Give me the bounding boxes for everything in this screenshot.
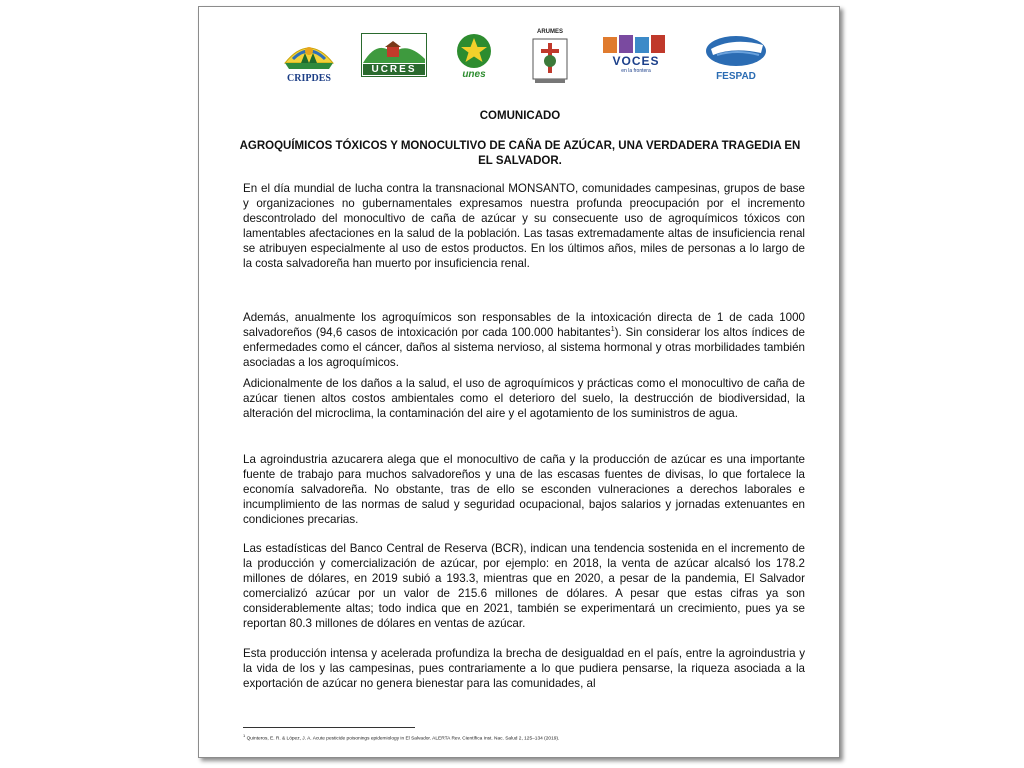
paragraph-4: La agroindustria azucarera alega que el monocultivo de caña y la producción de azúcar es una importante fuente de trabajo para muchos salvadoreños y una de las escasas fuentes de divisas, lo que fortalece la economía salvadoreña. No obstante, tras de ello se esconden vulneraciones a derechos laborales e incumplimiento de las normas de salud y seguridad ocupacional, bajos salarios y jornadas extenuantes en condiciones precarias. <box>243 453 805 527</box>
paragraph-2-end: ). Sin considerar los altos índices de enfermedades como el cáncer, daños al sistema nervioso, al sistema hormonal y otras morbilidades también asociadas a los agroquímicos. <box>243 326 805 370</box>
footnote-text: Quinteros, E. R. & López, J. A. Acute pesticide poisonings epidemiology in El Salvador. ALERTA Rev. Científica Inst. Nac. Salud 2, 125–134 (2019). <box>245 736 560 742</box>
fespad-caption: FESPAD <box>716 71 756 82</box>
footnote <box>243 733 805 742</box>
logo-strip <box>279 29 769 89</box>
footnote-mark: 1 <box>243 733 246 738</box>
footnote-separator <box>243 727 415 728</box>
paragraph-5: Las estadísticas del Banco Central de Reserva (BCR), indican una tendencia sostenida en el incremento de la producción y comercialización de azúcar, por ejemplo: en 2018, la venta de azúcar alcalsó los 178.2 millones de dólares, en 2019 subió a 193.3, mientras que en 2020, a pesar de la pandemia, El Salvador comercializó azúcar por un valor de 215.6 millones de dólares. A pesar que estas cifras ya son considerablemente altas; todo indica que en 2021, también se experimentará un crecimiento, pues ya se reportan 80.3 millones de dólares en ventas de azúcar. <box>243 542 805 631</box>
cripdes-logo <box>279 33 339 89</box>
unes-caption: unes <box>462 69 486 80</box>
ucres-logo <box>361 33 427 77</box>
paragraph-1: En el día mundial de lucha contra la transnacional MONSANTO, comunidades campesinas, grupos de base y organizaciones no gubernamentales expresamos nuestra profunda preocupación por el incremento descontrolado del monocultivo de caña de azúcar y su consecuente uso de agroquímicos tóxicos con lamentables afectaciones en la salud de la población. Las tasas extremadamente altas de insuficiencia renal se atribuyen especialmente al uso de estos productos. En los últimos años, miles de personas a lo largo de la costa salvadoreña han muerto por insuficiencia renal. <box>243 182 805 271</box>
unes-star-icon <box>451 33 497 69</box>
voces-caption: VOCES <box>612 54 660 68</box>
arumes-caption: ARUMES <box>536 29 563 35</box>
arumes-logo <box>527 29 573 89</box>
paragraph-6: Esta producción intensa y acelerada profundiza la brecha de desigualdad en el país, entre la agroindustria y la vida de los y las campesinas, pues contrariamente a lo que pudiera pensarse, la riqueza asociada a la exportación de azúcar no genera bienestar para las comunidades, al <box>243 647 805 691</box>
unes-logo <box>451 33 497 83</box>
voces-subcaption: en la frontera <box>621 68 651 74</box>
arumes-emblem-icon <box>527 37 573 85</box>
voces-logo <box>599 33 673 89</box>
document-title: COMUNICADO <box>479 110 561 122</box>
fespad-logo <box>703 33 769 89</box>
fespad-emblem-icon <box>703 33 769 69</box>
cripdes-emblem-icon <box>279 33 339 69</box>
paragraph-2 <box>243 310 805 370</box>
paragraph-3: Adicionalmente de los daños a la salud, el uso de agroquímicos y prácticas como el monocultivo de caña de azúcar tienen altos costos ambientales como el deterioro del suelo, la destrucción de biodiversidad, la alteración del microclima, la contaminación del aire y el agotamiento de los suministros de agua. <box>243 377 805 421</box>
ucres-caption: UCRES <box>371 64 417 75</box>
paragraph-2-text: Además, anualmente los agroquímicos son responsables de la intoxicación directa de 1 de cada 1000 salvadoreños (94,6 casos de intoxicación por cada 100.000 habitantes <box>243 311 805 340</box>
voces-faces-icon <box>599 33 673 55</box>
cripdes-caption: CRIPDES <box>287 73 331 84</box>
footnote-reference: 1 <box>610 326 615 334</box>
document-subtitle: AGROQUÍMICOS TÓXICOS Y MONOCULTIVO DE CAÑA DE AZÚCAR, UNA VERDADERA TRAGEDIA EN EL SALVADOR. <box>239 140 801 167</box>
document-page <box>198 6 840 758</box>
